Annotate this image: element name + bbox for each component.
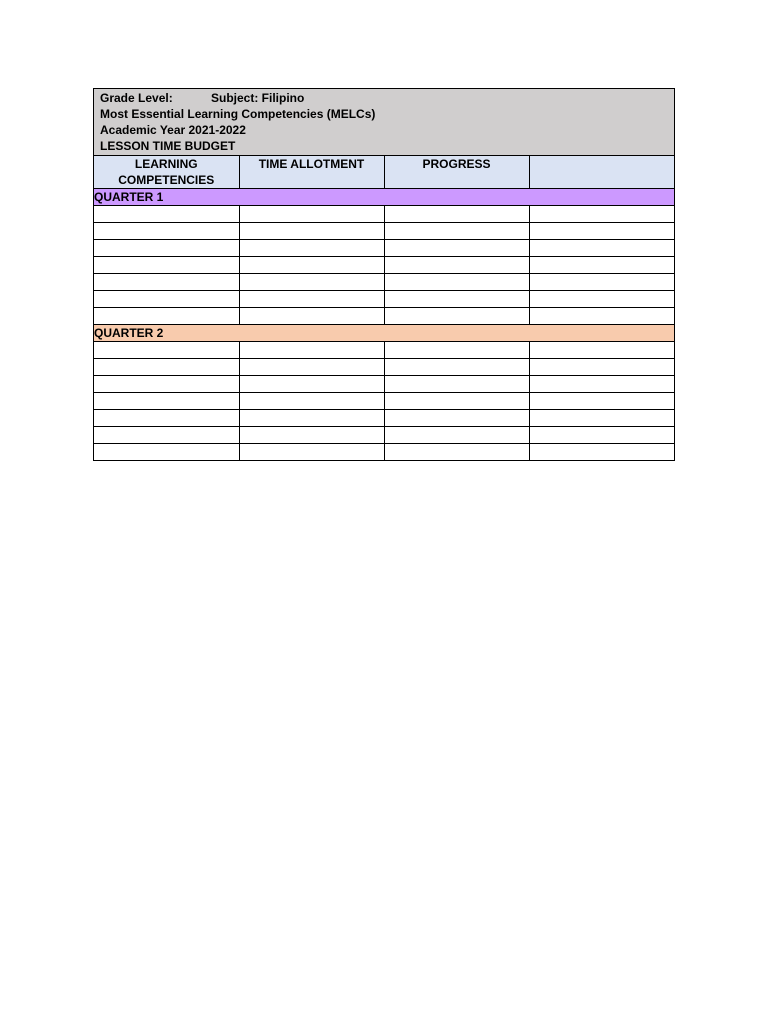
table-row bbox=[94, 308, 674, 325]
table-cell[interactable] bbox=[529, 444, 674, 461]
table-cell[interactable] bbox=[94, 376, 239, 393]
table-cell[interactable] bbox=[239, 427, 384, 444]
table-cell[interactable] bbox=[384, 240, 529, 257]
table-row bbox=[94, 393, 674, 410]
table-row bbox=[94, 444, 674, 461]
table-cell[interactable] bbox=[384, 308, 529, 325]
table-cell[interactable] bbox=[384, 257, 529, 274]
subject-label: Subject: Filipino bbox=[211, 91, 305, 105]
table-cell[interactable] bbox=[384, 274, 529, 291]
table-row bbox=[94, 291, 674, 308]
table-row bbox=[94, 342, 674, 359]
table-cell[interactable] bbox=[239, 376, 384, 393]
lesson-budget-table bbox=[93, 88, 675, 461]
table-cell[interactable] bbox=[239, 291, 384, 308]
table-cell[interactable] bbox=[94, 223, 239, 240]
table-cell[interactable] bbox=[384, 359, 529, 376]
table-row bbox=[94, 257, 674, 274]
table-row bbox=[94, 240, 674, 257]
column-header-blank bbox=[529, 156, 674, 189]
table-row bbox=[94, 410, 674, 427]
table-cell[interactable] bbox=[529, 206, 674, 223]
table-cell[interactable] bbox=[239, 257, 384, 274]
table-cell[interactable] bbox=[529, 257, 674, 274]
table-cell[interactable] bbox=[239, 274, 384, 291]
table-cell[interactable] bbox=[529, 342, 674, 359]
table-cell[interactable] bbox=[94, 427, 239, 444]
table-cell[interactable] bbox=[239, 410, 384, 427]
competency-grid bbox=[94, 156, 674, 460]
table-cell[interactable] bbox=[529, 291, 674, 308]
table-cell[interactable] bbox=[384, 223, 529, 240]
table-cell[interactable] bbox=[529, 427, 674, 444]
table-cell[interactable] bbox=[239, 308, 384, 325]
table-cell[interactable] bbox=[529, 223, 674, 240]
column-header-row bbox=[94, 156, 674, 189]
table-cell[interactable] bbox=[94, 206, 239, 223]
column-header-line: LEARNING bbox=[134, 157, 198, 171]
table-cell[interactable] bbox=[384, 206, 529, 223]
table-cell[interactable] bbox=[239, 359, 384, 376]
quarter-1-label: QUARTER 1 bbox=[94, 189, 674, 206]
title-block bbox=[94, 89, 674, 156]
table-cell[interactable] bbox=[529, 410, 674, 427]
table-cell[interactable] bbox=[529, 274, 674, 291]
table-row bbox=[94, 223, 674, 240]
table-row bbox=[94, 206, 674, 223]
table-cell[interactable] bbox=[94, 240, 239, 257]
table-cell[interactable] bbox=[239, 342, 384, 359]
table-cell[interactable] bbox=[94, 444, 239, 461]
table-cell[interactable] bbox=[384, 393, 529, 410]
table-row bbox=[94, 427, 674, 444]
table-cell[interactable] bbox=[529, 308, 674, 325]
lesson-time-budget-title: LESSON TIME BUDGET bbox=[100, 139, 236, 153]
column-header-line: COMPETENCIES bbox=[118, 173, 215, 187]
table-cell[interactable] bbox=[384, 444, 529, 461]
table-row bbox=[94, 274, 674, 291]
grade-level-label: Grade Level: bbox=[100, 91, 173, 105]
table-cell[interactable] bbox=[529, 359, 674, 376]
table-cell[interactable] bbox=[94, 308, 239, 325]
table-cell[interactable] bbox=[94, 393, 239, 410]
table-cell[interactable] bbox=[94, 410, 239, 427]
table-cell[interactable] bbox=[384, 376, 529, 393]
column-header-learning-competencies bbox=[94, 156, 239, 189]
table-cell[interactable] bbox=[384, 342, 529, 359]
table-cell[interactable] bbox=[94, 359, 239, 376]
table-cell[interactable] bbox=[529, 376, 674, 393]
quarter-2-label: QUARTER 2 bbox=[94, 325, 674, 342]
table-cell[interactable] bbox=[239, 223, 384, 240]
table-cell[interactable] bbox=[94, 257, 239, 274]
table-cell[interactable] bbox=[384, 291, 529, 308]
table-row bbox=[94, 359, 674, 376]
table-cell[interactable] bbox=[384, 410, 529, 427]
table-cell[interactable] bbox=[384, 427, 529, 444]
table-cell[interactable] bbox=[239, 393, 384, 410]
table-cell[interactable] bbox=[94, 291, 239, 308]
table-cell[interactable] bbox=[239, 444, 384, 461]
table-cell[interactable] bbox=[94, 342, 239, 359]
column-header-progress: PROGRESS bbox=[384, 156, 529, 189]
table-cell[interactable] bbox=[529, 240, 674, 257]
quarter-2-row bbox=[94, 325, 674, 342]
table-cell[interactable] bbox=[239, 240, 384, 257]
academic-year: Academic Year 2021-2022 bbox=[100, 123, 246, 137]
column-header-time-allotment: TIME ALLOTMENT bbox=[239, 156, 384, 189]
table-cell[interactable] bbox=[529, 393, 674, 410]
table-row bbox=[94, 376, 674, 393]
table-cell[interactable] bbox=[239, 206, 384, 223]
table-cell[interactable] bbox=[94, 274, 239, 291]
melcs-title: Most Essential Learning Competencies (MELCs) bbox=[100, 107, 376, 121]
quarter-1-row bbox=[94, 189, 674, 206]
